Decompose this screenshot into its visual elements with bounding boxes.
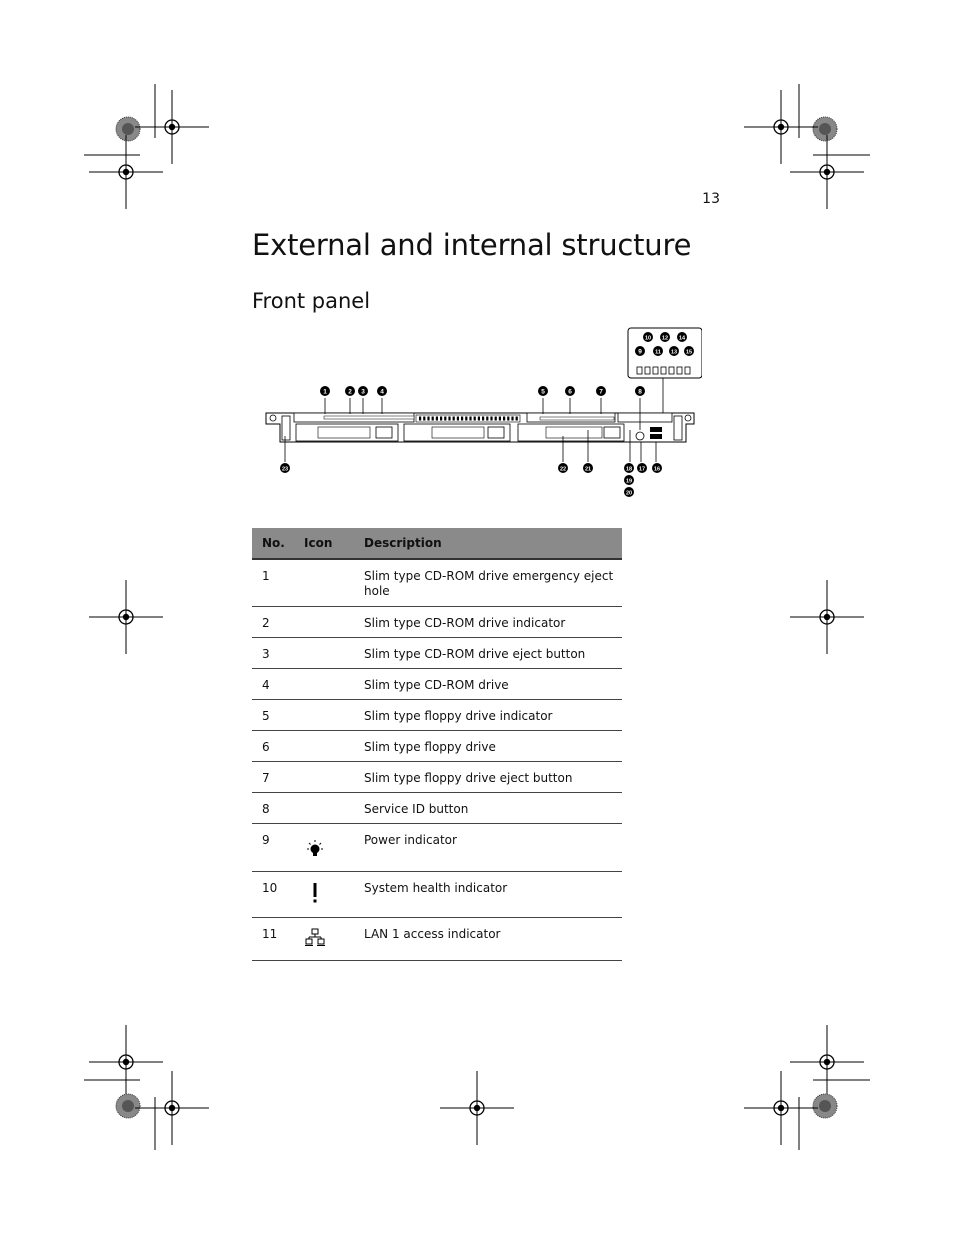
row-number: 9 (252, 823, 294, 871)
svg-text:21: 21 (584, 466, 592, 473)
callout-3 (358, 386, 368, 396)
vent-slot (436, 417, 438, 421)
table-row (252, 761, 622, 792)
vent-slot (499, 417, 501, 421)
header-description: Description (354, 528, 622, 559)
row-number: 1 (252, 559, 294, 606)
svg-text:4: 4 (380, 388, 384, 396)
callout-11 (653, 346, 663, 356)
svg-text:22: 22 (559, 466, 567, 473)
row-description: Slim type CD-ROM drive eject button (354, 637, 622, 668)
svg-text:9: 9 (638, 348, 642, 356)
callout-7 (596, 386, 606, 396)
svg-text:14: 14 (678, 335, 686, 342)
svg-text:19: 19 (625, 478, 633, 485)
header-no: No. (252, 528, 294, 559)
vent-slot (453, 417, 455, 421)
vent-slot (461, 417, 463, 421)
table-row (252, 559, 622, 606)
row-description: LAN 1 access indicator (354, 917, 622, 960)
callout-19 (624, 475, 634, 485)
row-number: 4 (252, 668, 294, 699)
svg-text:20: 20 (625, 490, 633, 497)
section-title: Front panel (252, 289, 371, 313)
table-row (252, 637, 622, 668)
registration-target (440, 1071, 514, 1145)
vent-slot (486, 417, 488, 421)
table-row (252, 730, 622, 761)
svg-text:12: 12 (661, 335, 669, 342)
table-row (252, 668, 622, 699)
vent-slot (457, 417, 459, 421)
row-number: 8 (252, 792, 294, 823)
header-icon: Icon (294, 528, 354, 559)
vent-slot (490, 417, 492, 421)
row-description: Slim type CD-ROM drive (354, 668, 622, 699)
starburst-mark (813, 1094, 837, 1118)
lan-network-icon (304, 927, 326, 949)
svg-text:17: 17 (638, 466, 646, 473)
vent-slot (495, 417, 497, 421)
table-row (252, 792, 622, 823)
front-panel-diagram (262, 325, 702, 500)
page-number: 13 (702, 191, 720, 207)
registration-target (790, 580, 864, 654)
row-description: Slim type floppy drive (354, 730, 622, 761)
row-number: 2 (252, 606, 294, 637)
row-icon (294, 699, 354, 730)
callout-17 (637, 463, 647, 473)
power-light-icon (304, 839, 326, 861)
table-row (252, 699, 622, 730)
inset-leds (637, 367, 690, 374)
table-row (252, 917, 622, 960)
svg-text:3: 3 (361, 388, 365, 396)
row-description: Slim type floppy drive eject button (354, 761, 622, 792)
callout-4 (377, 386, 387, 396)
row-number: 6 (252, 730, 294, 761)
svg-text:15: 15 (685, 349, 693, 356)
registration-target (89, 135, 163, 209)
svg-text:13: 13 (670, 349, 678, 356)
row-description: Power indicator (354, 823, 622, 871)
row-description: Slim type CD-ROM drive indicator (354, 606, 622, 637)
row-icon (294, 730, 354, 761)
row-icon (294, 761, 354, 792)
row-number: 5 (252, 699, 294, 730)
row-description: Slim type floppy drive indicator (354, 699, 622, 730)
table-row (252, 823, 622, 871)
svg-text:10: 10 (644, 335, 652, 342)
registration-target (790, 1025, 864, 1099)
vent-slot (516, 417, 518, 421)
callout-13 (669, 346, 679, 356)
callout-23 (280, 463, 290, 473)
svg-text:16: 16 (653, 466, 661, 473)
vent-slot (440, 417, 442, 421)
row-number: 10 (252, 871, 294, 917)
callout-6 (565, 386, 575, 396)
row-icon (294, 823, 354, 871)
svg-text:18: 18 (625, 466, 633, 473)
callout-18 (624, 463, 634, 473)
vent-slot (427, 417, 429, 421)
svg-text:5: 5 (541, 388, 545, 396)
table-row (252, 871, 622, 917)
callout-16 (652, 463, 662, 473)
svg-text:23: 23 (281, 466, 289, 473)
vent-slot (432, 417, 434, 421)
vent-slot (465, 417, 467, 421)
row-number: 7 (252, 761, 294, 792)
row-icon (294, 871, 354, 917)
row-icon (294, 792, 354, 823)
svg-text:2: 2 (348, 388, 352, 396)
callout-21 (583, 463, 593, 473)
vent-slot (503, 417, 505, 421)
callout-12 (660, 332, 670, 342)
registration-target (135, 90, 209, 164)
vent-slot (511, 417, 513, 421)
vent-slot (469, 417, 471, 421)
registration-target (89, 1025, 163, 1099)
row-number: 11 (252, 917, 294, 960)
callout-9 (635, 346, 645, 356)
vent-slot (474, 417, 476, 421)
registration-target (135, 1071, 209, 1145)
front-panel-table (252, 528, 622, 961)
vent-slot (419, 417, 421, 421)
starburst-mark (813, 117, 837, 141)
svg-text:6: 6 (568, 388, 572, 396)
vent-grill (416, 415, 520, 422)
callout-1 (320, 386, 330, 396)
starburst-mark (116, 117, 140, 141)
registration-target (790, 135, 864, 209)
row-icon (294, 559, 354, 606)
exclamation-icon (304, 881, 326, 905)
registration-target (89, 580, 163, 654)
usb-port (650, 427, 662, 432)
starburst-mark (116, 1094, 140, 1118)
row-icon (294, 668, 354, 699)
callout-14 (677, 332, 687, 342)
row-description: System health indicator (354, 871, 622, 917)
row-description: Slim type CD-ROM drive emergency eject hole (354, 559, 622, 606)
callout-20 (624, 487, 634, 497)
power-button (636, 432, 644, 440)
page-title: External and internal structure (252, 228, 692, 262)
callout-5 (538, 386, 548, 396)
vent-slot (478, 417, 480, 421)
table-row (252, 606, 622, 637)
svg-text:8: 8 (638, 388, 642, 396)
svg-text:7: 7 (599, 388, 603, 396)
callout-2 (345, 386, 355, 396)
row-description: Service ID button (354, 792, 622, 823)
svg-text:1: 1 (323, 388, 327, 396)
usb-port (650, 434, 662, 439)
callout-15 (684, 346, 694, 356)
row-number: 3 (252, 637, 294, 668)
vent-slot (507, 417, 509, 421)
row-icon (294, 637, 354, 668)
callout-10 (643, 332, 653, 342)
registration-target (744, 1071, 818, 1145)
vent-slot (444, 417, 446, 421)
registration-target (744, 90, 818, 164)
table-header-row (252, 528, 622, 559)
vent-slot (482, 417, 484, 421)
row-icon (294, 917, 354, 960)
callout-22 (558, 463, 568, 473)
row-icon (294, 606, 354, 637)
callout-8 (635, 386, 645, 396)
vent-slot (423, 417, 425, 421)
svg-text:11: 11 (655, 349, 661, 356)
vent-slot (448, 417, 450, 421)
